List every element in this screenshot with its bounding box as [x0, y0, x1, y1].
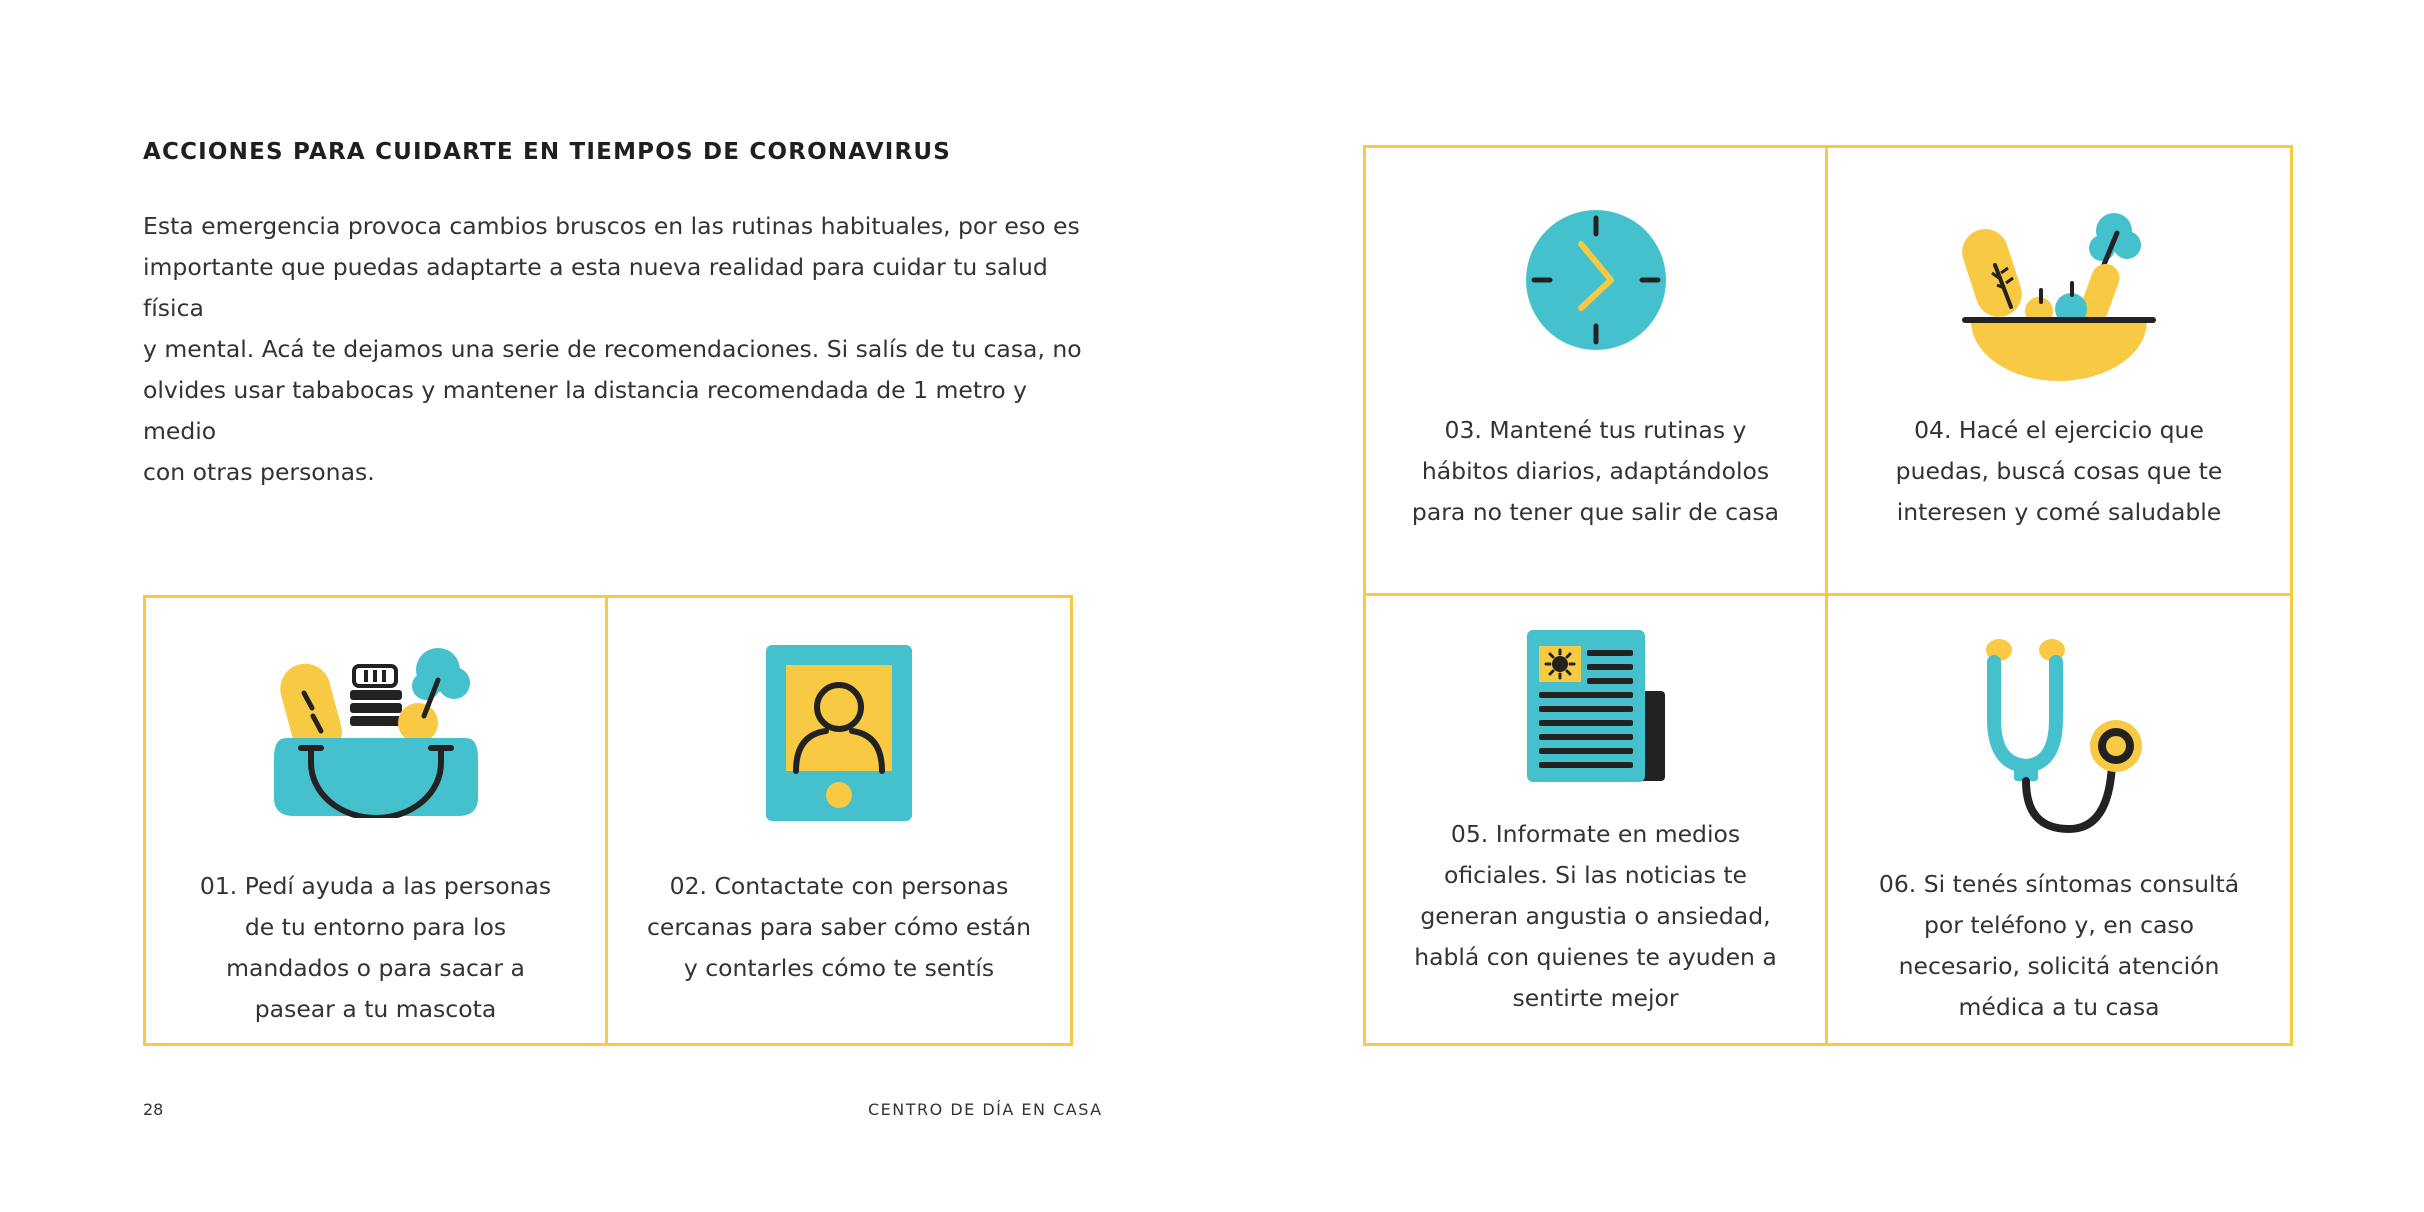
actions-grid-left	[143, 595, 1073, 1046]
action-caption-03	[1366, 410, 1825, 533]
caption-line: pasear a tu mascota	[254, 995, 497, 1023]
intro-line: olvides usar tababocas y mantener la distancia recomendada de 1 metro y medio	[143, 376, 1027, 445]
page-title: ACCIONES PARA CUIDARTE EN TIEMPOS DE CORONAVIRUS	[143, 139, 952, 165]
caption-line: puedas, buscá cosas que te	[1895, 457, 2223, 485]
action-card-06	[1828, 596, 2290, 1044]
action-card-02	[608, 598, 1070, 1043]
caption-line: 01. Pedí ayuda a las personas	[199, 872, 552, 900]
caption-line: hablá con quienes te ayuden a	[1414, 942, 1777, 971]
caption-line: y contarles cómo te sentís	[683, 954, 995, 982]
caption-line: mandados o para sacar a	[226, 954, 525, 982]
caption-line: por teléfono y, en caso	[1923, 910, 2195, 939]
intro-line: con otras personas.	[143, 458, 375, 486]
caption-line: 06. Si tenés síntomas consultá	[1878, 869, 2240, 898]
caption-line: hábitos diarios, adaptándolos	[1421, 457, 1770, 485]
intro-paragraph	[143, 206, 1083, 493]
caption-line: interesen y comé saludable	[1896, 498, 2222, 526]
action-caption-05	[1366, 814, 1825, 1019]
caption-line: generan angustia o ansiedad,	[1420, 901, 1771, 930]
action-caption-04	[1828, 410, 2290, 533]
food-bowl-icon	[1959, 203, 2159, 383]
caption-line: de tu entorno para los	[244, 913, 507, 941]
clock-icon	[1524, 208, 1668, 352]
action-card-05	[1366, 596, 1828, 1044]
action-card-03	[1366, 148, 1828, 596]
actions-grid-right	[1363, 145, 2293, 1046]
intro-line: Esta emergencia provoca cambios bruscos en las rutinas habituales, por eso es	[143, 212, 1080, 240]
caption-line: 03. Mantené tus rutinas y	[1444, 416, 1747, 444]
caption-line: médica a tu casa	[1958, 992, 2160, 1021]
caption-line: 05. Informate en medios	[1450, 819, 1741, 848]
caption-line: 02. Contactate con personas	[669, 872, 1009, 900]
footer-title: CENTRO DE DÍA EN CASA	[868, 1100, 1103, 1119]
newspaper-icon	[1521, 626, 1671, 786]
action-caption-02	[608, 866, 1070, 989]
tablet-contact-icon	[764, 643, 914, 823]
action-card-01	[146, 598, 608, 1043]
caption-line: sentirte mejor	[1512, 983, 1679, 1012]
stethoscope-icon	[1964, 634, 2154, 834]
grocery-bag-icon	[266, 638, 486, 818]
action-caption-01	[146, 866, 605, 1030]
caption-line: para no tener que salir de casa	[1411, 498, 1780, 526]
action-caption-06	[1828, 864, 2290, 1028]
caption-line: oficiales. Si las noticias te	[1443, 860, 1747, 889]
action-card-04	[1828, 148, 2290, 596]
page-number: 28	[143, 1100, 164, 1119]
caption-line: cercanas para saber cómo están	[646, 913, 1032, 941]
caption-line: necesario, solicitá atención	[1898, 951, 2220, 980]
intro-line: y mental. Acá te dejamos una serie de recomendaciones. Si salís de tu casa, no	[143, 335, 1082, 363]
intro-line: importante que puedas adaptarte a esta nueva realidad para cuidar tu salud física	[143, 253, 1048, 322]
caption-line: 04. Hacé el ejercicio que	[1914, 416, 2204, 444]
